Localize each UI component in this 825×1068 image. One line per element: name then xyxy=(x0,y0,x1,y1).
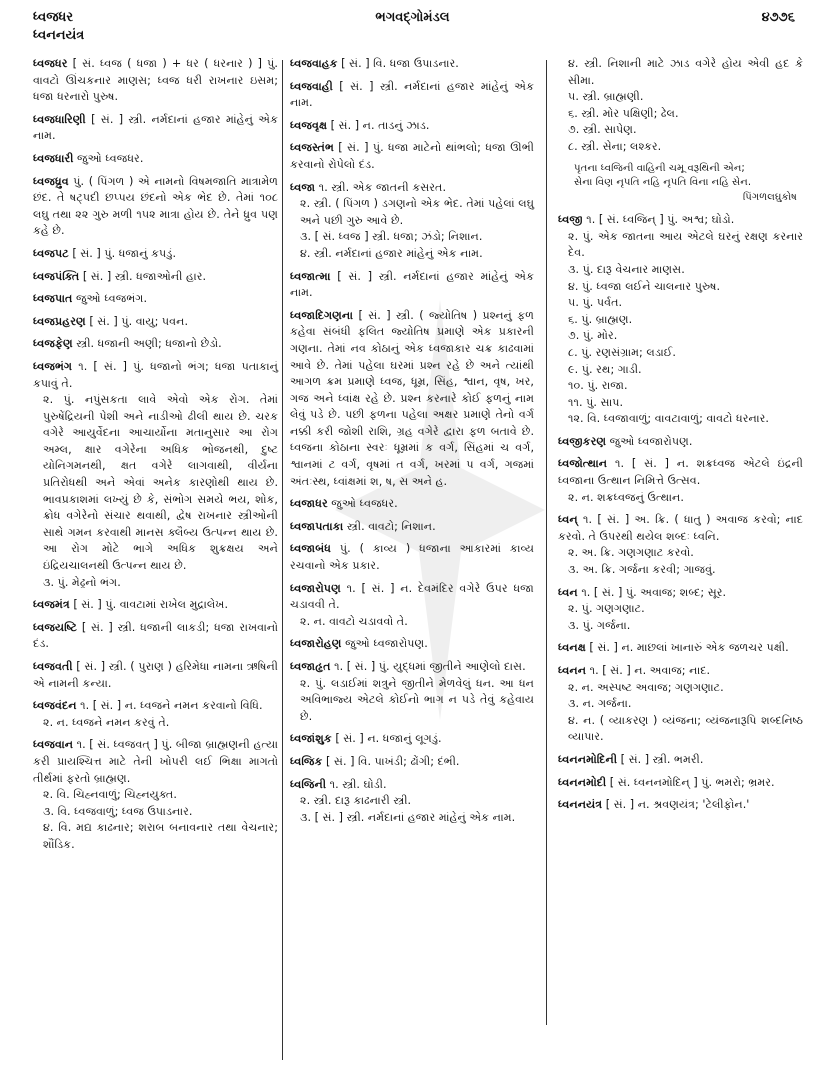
sense: ૭. પું. મોર. xyxy=(568,329,618,343)
dictionary-entry xyxy=(33,659,278,692)
entry-main xyxy=(290,659,534,676)
headword: ધ્વનનમોદિની xyxy=(558,752,618,766)
definition: [ સં. ] વિ. પાખંડી; ઢોંગી; દંભી. xyxy=(325,754,460,768)
entry-main xyxy=(558,512,803,545)
entry-main xyxy=(290,269,534,302)
entry-main xyxy=(33,151,278,168)
sense: ૯. પું. રથ; ગાડી. xyxy=(568,362,642,376)
entry-main xyxy=(33,291,278,308)
headword: ધ્વજવૃક્ષ xyxy=(290,118,328,132)
entry-main xyxy=(290,180,534,197)
dictionary-entry xyxy=(290,519,534,536)
column-divider xyxy=(546,60,547,1025)
definition: [ સં. ] પું. વાવટામાં રાખેલ મુદ્રાલેખ. xyxy=(73,598,229,612)
dictionary-entry xyxy=(33,620,278,653)
headword: ધ્વજિની xyxy=(290,777,327,791)
definition: [ સં. ધ્વજ ( ધજા ) + ધર ( ધરનાર ) ] પું. વાવટો ઊંચકનાર માણસ; ધ્વજ ધરી રાખનાર ઇસમ; ધજા ધરનારો પુરુષ. xyxy=(33,57,278,104)
sense: ૨. પું. ગણગણાટ. xyxy=(568,602,645,616)
definition: ૧. [ સં. ] ન. દેવમંદિર વગેરે ઉપર ધજા ચડાવવી તે. xyxy=(290,581,534,612)
sense: ૪. સ્ત્રી. નર્મદાનાં હજાર માંહેનું એક નામ. xyxy=(300,246,483,260)
dictionary-entry xyxy=(558,56,803,156)
definition: ૧. સ્ત્રી. એક જાતની કસરત. xyxy=(318,180,447,194)
sense: ૬. સ્ત્રી. મોર પક્ષિણી; ઢેલ. xyxy=(568,106,679,120)
definition: જુઓ ધ્વજભંગ. xyxy=(75,292,147,306)
entry-main xyxy=(33,737,278,787)
quote-line: પૃતના ધ્વજિની વાહિની ચમૂ વરૂથિની એન; xyxy=(574,162,745,174)
entry-main xyxy=(290,541,534,574)
headword: ધ્વજાત્મા xyxy=(290,269,331,283)
quote-source: પિંગળલઘુકોષ xyxy=(742,191,797,203)
sense: ૩. [ સં. ધ્વજ ] સ્ત્રી. ધજા; ઝંડો; નિશાન. xyxy=(300,230,483,244)
definition: ૧. [ સં. ] પું. અવાજ; શબ્દ; સૂર. xyxy=(581,585,727,599)
entry-main xyxy=(290,581,534,614)
entry-main xyxy=(558,640,803,657)
sense: ૩. અ. ક્રિ. ગર્જના કરવી; ગાજવું. xyxy=(568,563,716,577)
entry-main xyxy=(33,659,278,692)
definition: ૧. [ સં. ] અ. ક્રિ. ( ધાતુ ) અવાજ કરવો; નાદ કરવો. તે ઉપરથી થયેલ શબ્દઃ ધ્વનિ. xyxy=(558,513,803,543)
entry-main xyxy=(290,731,534,748)
definition: ૧. [ સં. ] ન. શક્રધ્વજ એટલે ઇંદ્રની ધ્વજાના ઉત્થાન નિમિત્તે ઉત્સવ. xyxy=(558,457,803,488)
sense: ૧૨. વિ. ધ્વજાવાળું; વાવટાવાળું; વાવટો ધરનાર. xyxy=(568,412,769,426)
definition: [ સં. ] સ્ત્રી. ( પુરાણ ) હરિમેધા નામના ઋષિની એ નામની કન્યા. xyxy=(33,660,278,690)
sense: ૧૦. પું. રાજા. xyxy=(568,379,628,393)
entry-main xyxy=(558,456,803,489)
sense: ૬. પું. બ્રાહ્મણ. xyxy=(568,312,633,326)
sense: ૪. વિ. મદ્ય કાઢનાર; શરાબ બનાવનાર તથા વેચનાર; શૌંડિક. xyxy=(43,821,278,851)
sense: ૩. ન. ગર્જના. xyxy=(568,697,632,711)
entry-main xyxy=(558,663,803,680)
dictionary-entry xyxy=(33,269,278,286)
headword: ધ્વજધારી xyxy=(33,151,74,165)
sense: ૩. પું. મેઢ્રનો ભંગ. xyxy=(43,575,121,589)
definition: [ સં. ] પું. વાયુ; પવન. xyxy=(89,314,189,328)
headword: ધ્વજસ્તંભ xyxy=(290,141,334,155)
dictionary-entry xyxy=(33,336,278,353)
definition: ૧. [ સં. ] ન. અવાજ; નાદ. xyxy=(589,664,711,677)
definition: [ સં. ] ન. માછલાં ખાનારું એક જળચર પક્ષી. xyxy=(589,641,789,655)
dictionary-entry xyxy=(33,56,278,106)
headword: ધ્વજપટ xyxy=(33,246,69,260)
definition: સ્ત્રી. વાવટો; નિશાન. xyxy=(346,519,436,533)
definition: [ સં. ] સ્ત્રી. ધજાની લાકડી; ધજા રાખવાનો દંડ. xyxy=(33,620,278,651)
entry-main xyxy=(33,56,278,106)
definition: પું. ( પિંગળ ) એ નામનો વિષમજાતિ માત્રામેળ છંદ. તે ષટ્પદી છપ્પય છંદનો એક ભેદ છે. તેમાં ૧૦૮ લઘુ તથા ૨૨ ગુરુ મળી ૧૫૨ માત્રા હોય છે. તેને ધ્રુવ પણ કહે છે. xyxy=(33,174,278,238)
entry-main xyxy=(290,519,534,536)
sense: ૨. સ્ત્રી. દારૂ કાઢનારી સ્ત્રી. xyxy=(300,794,412,808)
column-middle xyxy=(290,56,534,832)
entry-main xyxy=(33,246,278,263)
sense: ૪. સ્ત્રી. નિશાની માટે ઝાડ વગેરે હોય એવી હદ કે સીમા. xyxy=(568,57,803,87)
sense: ૨. પું. નપુંસકતા લાવે એવો એક રોગ. તેમાં પુરુષેંદ્રિયની પેશી અને નાડીઓ ઢીલી થાય છે. ચરક વગેરે આયુર્વેદના આચાર્યોના મતાનુસાર આ રોગ અમ્લ, ક્ષાર વગેરેના અધિક ભોજનથી, દુષ્ટ યોનિગમનથી, ક્ષત વગેરે લાગવાથી, વીર્યના પ્રતિરોધથી અને એવાં અનેક કારણોથી થાય છે. ભાવપ્રકાશમાં લખ્યું છે કે, સંભોગ સમયે ભય, શોક, ક્રોધ વગેરેનો સંચાર થવાથી, દ્વેષ રાખનાર સ્ત્રીઓની સાથે ગમન કરવાથી માનસ ક્લૈબ્ય ઉત્પન્ન થાય છે. આ રોગ મોટે ભાગે અધિક શુક્રક્ષય અને ઇંદ્રિયચાલનથી ઉત્પન્ન થાય છે. xyxy=(43,393,278,573)
entry-main xyxy=(290,777,534,794)
dictionary-entry xyxy=(558,434,803,451)
dictionary-entry xyxy=(290,180,534,263)
dictionary-entry xyxy=(290,754,534,771)
sense: ૨. ન. ધ્વજને નમન કરવું તે. xyxy=(43,715,170,729)
dictionary-entry xyxy=(290,731,534,748)
sense: ૮. સ્ત્રી. સેના; લશ્કર. xyxy=(568,139,662,153)
definition: [ સં. ] પું. ધજા માટેનો થાંભલો; ધજા ઊભી કરવાનો રોપેલો દંડ. xyxy=(290,141,534,171)
headword: ધ્વજાબંધ xyxy=(290,542,331,556)
definition: ૧. [ સં. ] ન. ધ્વજને નમન કરવાનો વિધિ. xyxy=(80,699,263,713)
dictionary-entry xyxy=(558,640,803,657)
definition: [ સં. ધ્વનનમોદિન્ ] પું. ભમરો; ભ્રમર. xyxy=(609,775,775,789)
definition: જુઓ ધ્વજારોપણ. xyxy=(345,637,428,651)
definition: ૧. [ સં. ધ્વજિન્ ] પું. અશ્વ; ઘોડો. xyxy=(586,213,735,227)
headword: ધ્વનન xyxy=(558,664,587,677)
entry-main xyxy=(558,752,803,769)
definition: [ સં. ] સ્ત્રી. ધજાઓની હાર. xyxy=(82,269,207,283)
entry-main xyxy=(33,314,278,331)
entry-main xyxy=(558,212,803,229)
dictionary-entry xyxy=(290,56,534,73)
dictionary-entry xyxy=(33,698,278,731)
page-header xyxy=(0,8,825,48)
dictionary-entry xyxy=(290,79,534,112)
headword: ધ્વનક્ષ xyxy=(558,641,586,655)
entry-main xyxy=(558,775,803,792)
definition: પું. ( કાવ્ય ) ધજાના આકારમાં કાવ્ય રચવાનો એક પ્રકાર. xyxy=(290,542,534,573)
entry-main xyxy=(33,698,278,715)
definition: જુઓ ધ્વજારોપણ. xyxy=(609,434,693,448)
entry-main xyxy=(290,56,534,73)
definition: ૧. સ્ત્રી. ઘોડી. xyxy=(329,777,387,791)
dictionary-entry xyxy=(33,597,278,614)
entry-main xyxy=(290,79,534,112)
sense: ૪. પું. ધ્વજા લઈને ચાલનાર પુરુષ. xyxy=(568,279,721,293)
sense: ૩. [ સં. ] સ્ત્રી. નર્મદાનાં હજાર માંહેનું એક નામ. xyxy=(300,810,516,824)
dictionary-entry xyxy=(33,291,278,308)
headword: ધ્વજફેણ xyxy=(33,337,73,351)
definition: [ સં. ] સ્ત્રી. નર્મદાનાં હજાર માંહેનું એક નામ. xyxy=(290,269,534,300)
entry-main xyxy=(558,797,803,814)
entry-main xyxy=(290,140,534,173)
dictionary-entry xyxy=(290,541,534,574)
page-title: ભગવદ્ગોમંડલ xyxy=(375,10,450,25)
entry-main xyxy=(290,636,534,653)
dictionary-entry xyxy=(290,118,534,135)
sense: ૩. પું. દારૂ વેચનાર માણસ. xyxy=(568,262,685,276)
headword: ધ્વજમંત્ર xyxy=(33,598,70,612)
sense: ૫. પું. પર્વત. xyxy=(568,296,623,310)
dictionary-entry xyxy=(290,269,534,302)
dictionary-entry xyxy=(33,151,278,168)
sense: ૨. વિ. ચિહ્નવાળું; ચિહ્નયુક્ત. xyxy=(43,788,177,802)
dictionary-entry xyxy=(558,752,803,769)
dictionary-entry xyxy=(558,775,803,792)
headword: ધ્વજાપતાકા xyxy=(290,519,344,533)
headword: ધ્વજધર xyxy=(33,57,68,70)
dictionary-entry xyxy=(558,585,803,635)
dictionary-entry xyxy=(290,659,534,725)
dictionary-entry xyxy=(290,140,534,173)
headword: ધ્વન્ xyxy=(558,513,578,527)
definition: જુઓ ધ્વજધર. xyxy=(76,151,144,165)
sense: ૮. પું. રણસંગ્રામ; લડાઈ. xyxy=(568,345,676,359)
entry-main xyxy=(33,359,278,392)
headword: ધ્વજારોહણ xyxy=(290,637,342,651)
entry-main xyxy=(33,269,278,286)
sense: ૧૧. પું. સાપ. xyxy=(568,395,624,409)
dictionary-entry xyxy=(558,663,803,746)
entry-main xyxy=(33,174,278,240)
definition: [ સં. ] સ્ત્રી. ( જ્યોતિષ ) પ્રશ્નનું ફળ કહેવા સંબંધી ફલિત જ્યોતિષ પ્રમાણે એક પ્રકારની ગણના. તેમાં નવ કોઠાનું એક ધ્વજાકાર ચક્ર કાઢવામાં આવે છે. તેમાં પહેલા ઘરમાં પ્રશ્ન રહે છે અને ત્યાંથી આગળ ક્રમ પ્રમાણે ધ્વજ, ધૂમ્ર, સિંહ, શ્વાન, વૃષ, ખર, ગજ અને ધ્વાંક્ષ રહે છે. પ્રશ્ન કરનારે કોઈ ફળનું નામ લેવું પડે છે. પછી ફળના પહેલા અક્ષર પ્રમાણે તેનો વર્ગ નક્કી કરી જોશી રાશિ, ગ્રહ વગેરે દ્વારા ફળ બતાવે છે. ધ્વજના કોઠાના સ્વરઃ ધૂમ્રમાં ક વર્ગ, સિંહમાં ચ વર્ગ, શ્વાનમાં ટ વર્ગ, વૃષમાં ત વર્ગ, ખરમાં પ વર્ગ, ગજમાં અંતઃસ્થ, ધ્વાંક્ષમાં શ, ષ, સ અને હ. xyxy=(290,308,534,488)
guide-word-bottom: ધ્વનનયંત્ર xyxy=(33,28,85,43)
definition: [ સં. ] સ્ત્રી. ભમરી. xyxy=(620,752,704,766)
dictionary-entry xyxy=(558,212,803,428)
headword: ધ્વજાધર xyxy=(290,497,328,511)
entry-main xyxy=(558,585,803,602)
headword: ધ્વજધ્રુવ xyxy=(33,174,69,188)
definition: [ સં. ] સ્ત્રી. નર્મદાનાં હજાર માંહેનું એક નામ. xyxy=(290,79,534,110)
sense: ૩. વિ. ધ્વજવાળું; ધ્વજ ઉપાડનાર. xyxy=(43,804,193,818)
headword: ધ્વજવતી xyxy=(33,660,73,673)
definition: [ સં. ] ન. ધજાનું લૂગડું. xyxy=(335,732,442,746)
definition: જુઓ ધ્વજધર. xyxy=(331,497,398,511)
headword: ધ્વજિક xyxy=(290,754,323,768)
headword: ધ્વજાહૃત xyxy=(290,660,331,673)
headword: ધ્વજા xyxy=(290,180,316,194)
entry-main xyxy=(290,118,534,135)
headword: ધ્વજભંગ xyxy=(33,359,73,373)
quote-line: સેના વિણ નૃપતિ નહિ નૃપતિ વિના નહિ સેન. xyxy=(574,176,752,188)
definition: ૧. [ સં. ધ્વજવત્ ] પું. બીજા બ્રાહ્મણની હત્યા કરી પ્રાયશ્ચિત્ત માટે તેની ખોપરી લઈ ભિક્ષા માગતો તીર્થમાં ફરતો બ્રાહ્મણ. xyxy=(33,738,278,785)
headword: ધ્વજપ્રહરણ xyxy=(33,314,86,328)
headword: ધ્વજવાન xyxy=(33,738,74,752)
dictionary-entry xyxy=(33,174,278,240)
sense: ૨. ન. શક્રધ્વજનું ઉત્થાન. xyxy=(568,490,684,504)
dictionary-entry xyxy=(33,112,278,145)
headword: ધ્વજપંક્તિ xyxy=(33,269,80,283)
dictionary-entry xyxy=(290,581,534,631)
headword: ધ્વજવાહક xyxy=(290,57,338,70)
dictionary-entry xyxy=(558,797,803,814)
headword: ધ્વજયષ્ટિ xyxy=(33,620,77,634)
sense: ૫. સ્ત્રી. બ્રાહ્મણી. xyxy=(568,90,644,104)
definition: [ સં. ] સ્ત્રી. નર્મદાનાં હજાર માંહેનું એક નામ. xyxy=(33,112,278,143)
sense: ૭. સ્ત્રી. સાપેણ. xyxy=(568,123,637,137)
sense: ૩. પું. ગર્જના. xyxy=(568,618,631,632)
headword: ધ્વજવંદન xyxy=(33,699,77,713)
definition: સ્ત્રી. ધજાની અણી; ધજાનો છેડો. xyxy=(76,337,222,351)
headword: ધ્વજધારિણી xyxy=(33,112,86,126)
definition: [ સં. ] પું. ધજાનું કપડું. xyxy=(72,246,177,260)
dictionary-entry xyxy=(290,777,534,827)
headword: ધ્વજાદિગણના xyxy=(290,308,354,322)
entry-main xyxy=(33,597,278,614)
sense: ૨. ન. વાવટો ચડાવવો તે. xyxy=(300,614,408,628)
entry-main xyxy=(290,754,534,771)
page-number: ૪૭૭૬ xyxy=(761,10,795,25)
column-right xyxy=(558,56,803,820)
dictionary-entry xyxy=(558,162,803,207)
sense: ૨. પું. એક જાતના આય એટલે ઘરનું રક્ષણ કરનાર દેવ. xyxy=(568,229,803,260)
sense: ૪. ન. ( વ્યાકરણ ) વ્યંજના; વ્યંજનારૂપિ શબ્દનિષ્ઠ વ્યાપાર. xyxy=(568,713,803,744)
headword: ધ્વનનયંત્ર xyxy=(558,798,603,812)
definition: [ સં. ] ન. તાડનું ઝાડ. xyxy=(330,118,430,132)
entry-main xyxy=(33,336,278,353)
dictionary-entry xyxy=(290,308,534,491)
headword: ધ્વજવાહી xyxy=(290,79,333,93)
headword: ધ્વજાંશુક xyxy=(290,732,332,746)
headword: ધ્વજીકરણ xyxy=(558,434,607,448)
headword: ધ્વનનમોદી xyxy=(558,775,607,789)
definition: ૧. [ સં. ] પું. યુદ્ધમાં જીતીને આણેલો દાસ. xyxy=(334,660,526,673)
entry-main xyxy=(33,112,278,145)
definition: [ સં. ] વિ. ધજા ઉપાડનાર. xyxy=(341,57,459,70)
entry-main xyxy=(290,496,534,513)
headword: ધ્વજી xyxy=(558,213,583,227)
entry-main xyxy=(33,620,278,653)
headword: ધ્વજોત્થાન xyxy=(558,457,608,471)
dictionary-entry xyxy=(33,737,278,853)
headword: ધ્વન xyxy=(558,585,578,599)
guide-word-top: ધ્વજધર xyxy=(33,10,74,25)
sense: ૨. પું. લડાઈમાં શત્રુને જીતીને મેળવેલું ધન. આ ધન અવિભાજ્ય એટલે કોઈનો ભાગ ન પડે તેવું કહેવાય છે. xyxy=(300,676,534,723)
sense: ૨. અ. ક્રિ. ગણગણાટ કરવો. xyxy=(568,546,694,560)
dictionary-entry xyxy=(558,512,803,578)
headword: ધ્વજપાત xyxy=(33,292,73,306)
column-left xyxy=(33,56,278,860)
definition: [ સં. ] ન. શ્રવણયંત્ર; 'ટેલીફોન.' xyxy=(605,798,750,812)
dictionary-entry xyxy=(33,359,278,591)
dictionary-entry xyxy=(33,314,278,331)
sense: ૨. સ્ત્રી. ( પિંગળ ) ડગણનો એક ભેદ. તેમાં પહેલાં લઘુ અને પછી ગુરુ આવે છે. xyxy=(300,197,534,227)
column-divider xyxy=(282,60,283,1060)
definition: ૧. [ સં. ] પું. ધજાનો ભંગ; ધજા પતાકાનું કપાવું તે. xyxy=(33,359,278,390)
headword: ધ્વજારોપણ xyxy=(290,581,341,595)
dictionary-entry xyxy=(33,246,278,263)
entry-main xyxy=(290,308,534,491)
sense: ૨. ન. અસ્પષ્ટ અવાજ; ગણગણાટ. xyxy=(568,680,724,694)
entry-main xyxy=(558,434,803,451)
dictionary-entry xyxy=(290,496,534,513)
dictionary-entry xyxy=(290,636,534,653)
dictionary-entry xyxy=(558,456,803,506)
